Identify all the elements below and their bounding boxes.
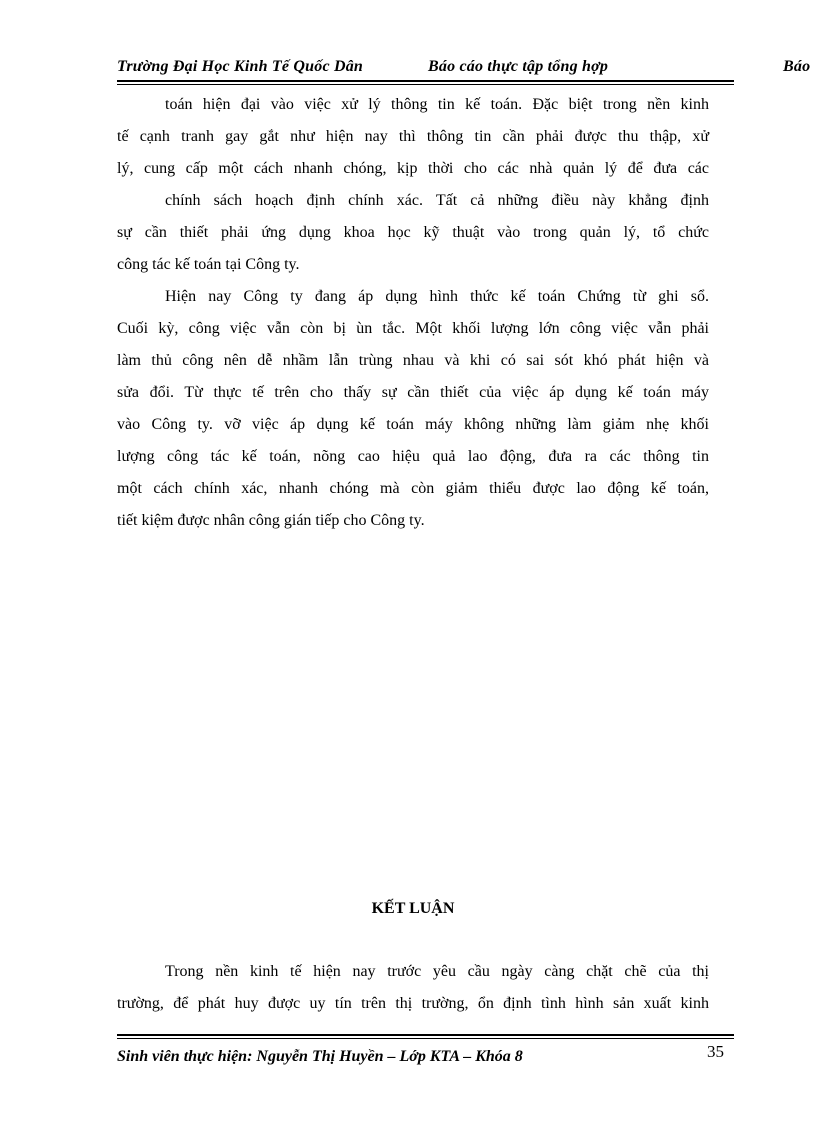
footer-rule-thin xyxy=(117,1038,734,1039)
header-rule-thin xyxy=(117,84,734,85)
text-line: Hiện nay Công ty đang áp dụng hình thức kế toán Chứng từ ghi sổ. xyxy=(165,288,709,305)
text-line: Trong nền kinh tế hiện nay trước yêu cầu ngày càng chặt chẽ của thị xyxy=(165,963,709,980)
header-rule-thick xyxy=(117,80,734,82)
header-right-text: Báo xyxy=(783,58,811,75)
header-school: Trường Đại Học Kinh Tế Quốc Dân xyxy=(117,58,364,75)
text-line: làm thủ công nên dễ nhầm lẫn trùng nhau và khi có sai sót khó phát hiện và xyxy=(117,352,709,369)
text-line: sự cần thiết phải ứng dụng khoa học kỹ thuật vào trong quản lý, tổ chức xyxy=(117,224,709,241)
footer-rule-thick xyxy=(117,1034,734,1036)
text-line: lý, cung cấp một cách nhanh chóng, kịp thời cho các nhà quản lý để đưa các xyxy=(117,160,709,177)
text-line: toán hiện đại vào việc xử lý thông tin kế toán. Đặc biệt trong nền kinh xyxy=(165,96,709,113)
conclusion-paragraph xyxy=(117,956,709,1020)
conclusion-title: KẾT LUẬN xyxy=(371,900,455,917)
text-line: tế cạnh tranh gay gắt như hiện nay thì thông tin cần phải được thu thập, xử xyxy=(117,128,709,145)
text-line: công tác kế toán tại Công ty. xyxy=(117,256,300,273)
page-number: 35 xyxy=(707,1042,724,1061)
text-line: trường, để phát huy được uy tín trên thị trường, ổn định tình hình sản xuất kinh xyxy=(117,995,709,1012)
text-line: sửa đổi. Từ thực tế trên cho thấy sự cần thiết của việc áp dụng kế toán máy xyxy=(117,384,709,401)
header-report-title: Báo cáo thực tập tổng hợp xyxy=(428,58,609,75)
paragraph-1 xyxy=(117,89,709,281)
body-text xyxy=(117,89,709,537)
text-line: lượng công tác kế toán, nõng cao hiệu quả lao động, đưa ra các thông tin xyxy=(117,448,709,465)
text-line: vào Công ty. vỡ việc áp dụng kế toán máy không những làm giảm nhẹ khối xyxy=(117,416,709,433)
text-line: tiết kiệm được nhân công gián tiếp cho Công ty. xyxy=(117,512,425,529)
text-line: chính sách hoạch định chính xác. Tất cả những điều này khẳng định xyxy=(165,192,709,209)
page-header xyxy=(0,0,816,90)
paragraph-2 xyxy=(117,281,709,537)
text-line: một cách chính xác, nhanh chóng mà còn giảm thiểu được lao động kế toán, xyxy=(117,480,709,497)
text-line: Cuối kỳ, công việc vẫn còn bị ùn tắc. Một khối lượng lớn công việc vẫn phải xyxy=(117,320,709,337)
footer-student: Sinh viên thực hiện: Nguyễn Thị Huyền – Lớp KTA – Khóa 8 xyxy=(117,1048,523,1065)
